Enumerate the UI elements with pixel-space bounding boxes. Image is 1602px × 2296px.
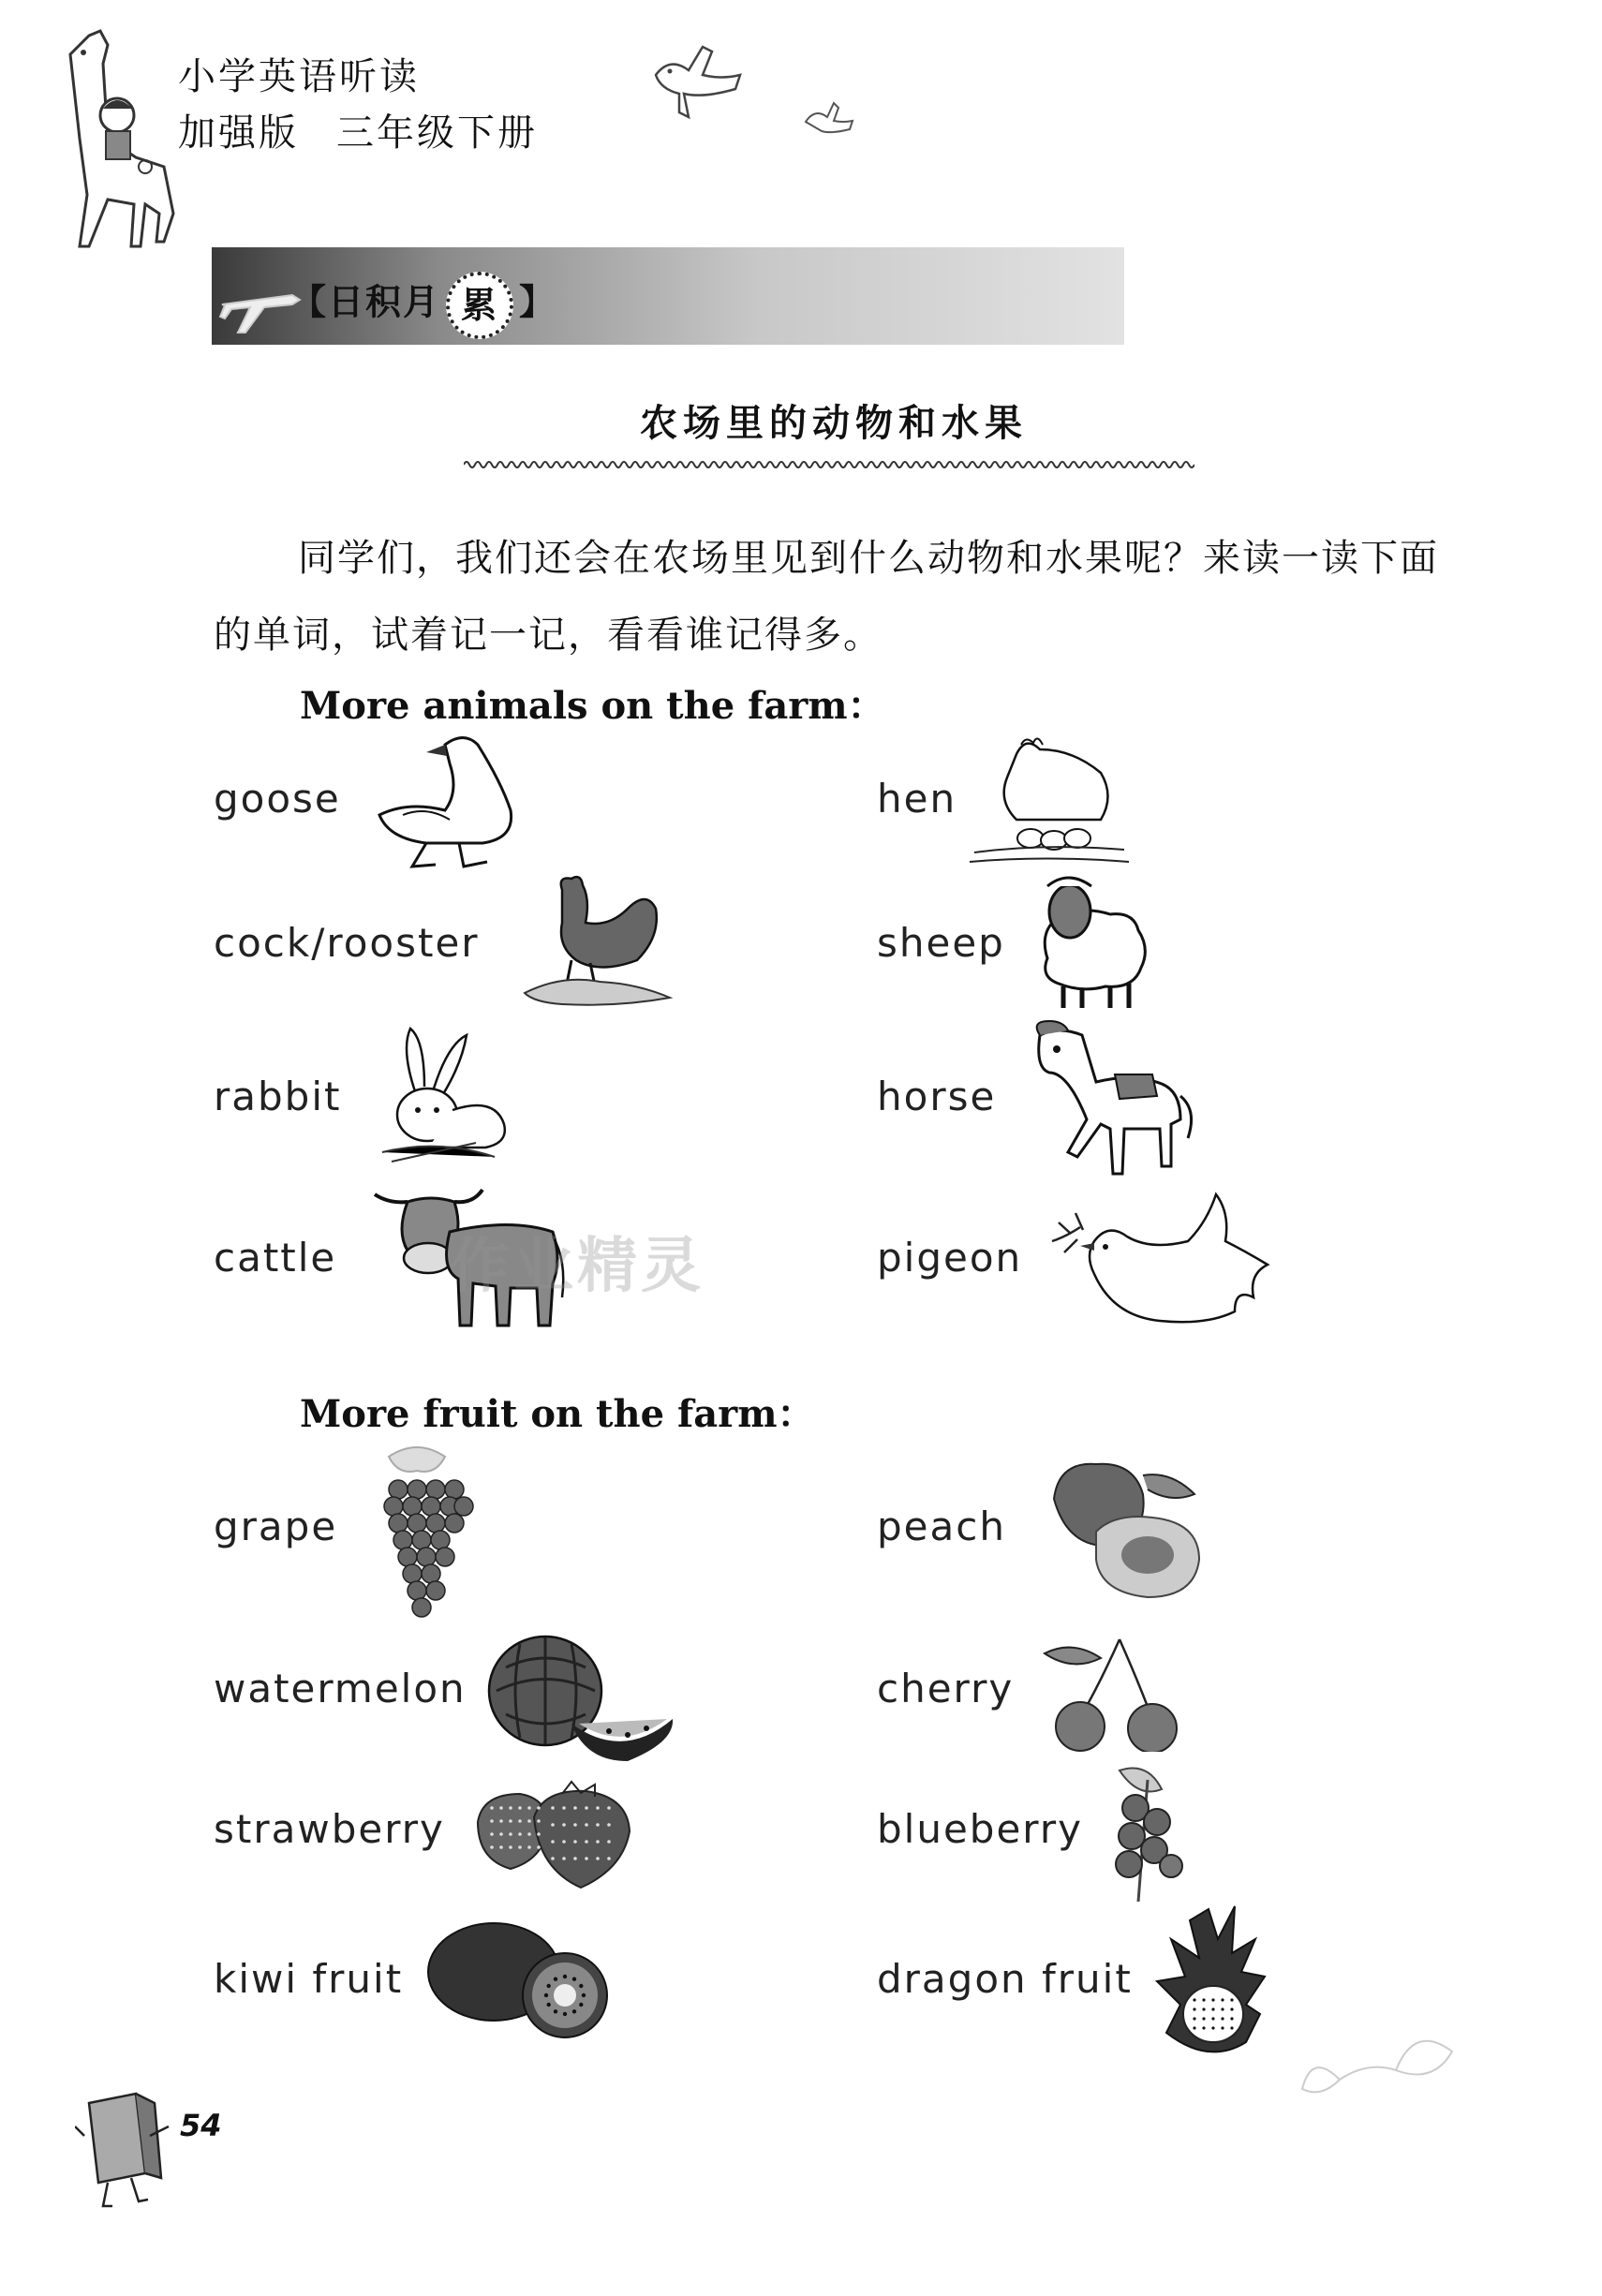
dragon-fruit-icon xyxy=(1152,1902,1269,2066)
animals-heading: More animals on the farm： xyxy=(300,684,885,728)
cherry-icon xyxy=(1035,1635,1190,1752)
giraffe-mascot-icon xyxy=(52,26,183,251)
banner-label-before: 【日积月 xyxy=(290,280,441,323)
word-watermelon: watermelon xyxy=(214,1666,467,1711)
word-cherry: cherry xyxy=(877,1666,1015,1711)
grade-label: 三年级下册 xyxy=(336,111,538,155)
rooster-icon xyxy=(506,871,679,1012)
watermelon-icon xyxy=(487,1630,675,1766)
intro-paragraph: 同学们，我们还会在农场里见到什么动物和水果呢？来读一读下面的单词，试着记一记，看看谁记得多。 xyxy=(214,537,1439,657)
banner-label xyxy=(290,272,556,339)
goose-icon xyxy=(370,726,539,876)
rabbit-icon xyxy=(373,1021,523,1171)
banner-badge: 累 xyxy=(446,272,513,339)
leaf-doodle-icon xyxy=(1283,2014,1471,2108)
word-goose: goose xyxy=(214,776,341,822)
wavy-underline xyxy=(464,457,1194,472)
watermark: 作业精灵 xyxy=(450,1232,705,1301)
section-title: 农场里的动物和水果 xyxy=(640,402,1028,445)
word-hen: hen xyxy=(877,776,957,822)
small-bird-doodle-icon xyxy=(801,98,857,145)
word-peach: peach xyxy=(877,1504,1006,1549)
word-strawberry: strawberry xyxy=(214,1806,445,1852)
bird-doodle-icon xyxy=(646,37,759,122)
word-dragon-fruit: dragon fruit xyxy=(877,1956,1133,2002)
word-rabbit: rabbit xyxy=(214,1074,342,1119)
word-cattle: cattle xyxy=(214,1235,337,1281)
word-cock-rooster: cock/rooster xyxy=(214,920,480,966)
word-blueberry: blueberry xyxy=(877,1806,1083,1852)
word-sheep: sheep xyxy=(877,920,1005,966)
peach-icon xyxy=(1040,1457,1209,1607)
kiwi-icon xyxy=(426,1911,614,2042)
word-horse: horse xyxy=(877,1074,997,1119)
grape-icon xyxy=(370,1438,482,1625)
banner-label-after: 】 xyxy=(519,280,557,323)
book-mascot-icon xyxy=(75,2089,178,2211)
fruit-heading: More fruit on the farm： xyxy=(300,1392,815,1436)
sheep-icon xyxy=(1031,869,1152,1012)
word-kiwi-fruit: kiwi fruit xyxy=(214,1956,404,2002)
hen-icon xyxy=(960,726,1134,876)
edition-line xyxy=(178,103,575,156)
edition-label: 加强版 xyxy=(178,111,299,155)
page-number: 54 xyxy=(180,2108,222,2143)
airplane-icon xyxy=(217,262,302,337)
blueberry-icon xyxy=(1096,1761,1199,1902)
word-pigeon: pigeon xyxy=(877,1235,1023,1281)
pigeon-icon xyxy=(1047,1185,1272,1330)
horse-icon xyxy=(1021,1016,1199,1180)
strawberry-icon xyxy=(468,1780,637,1892)
series-title: 小学英语听读 xyxy=(178,55,420,98)
word-grape: grape xyxy=(214,1504,338,1549)
